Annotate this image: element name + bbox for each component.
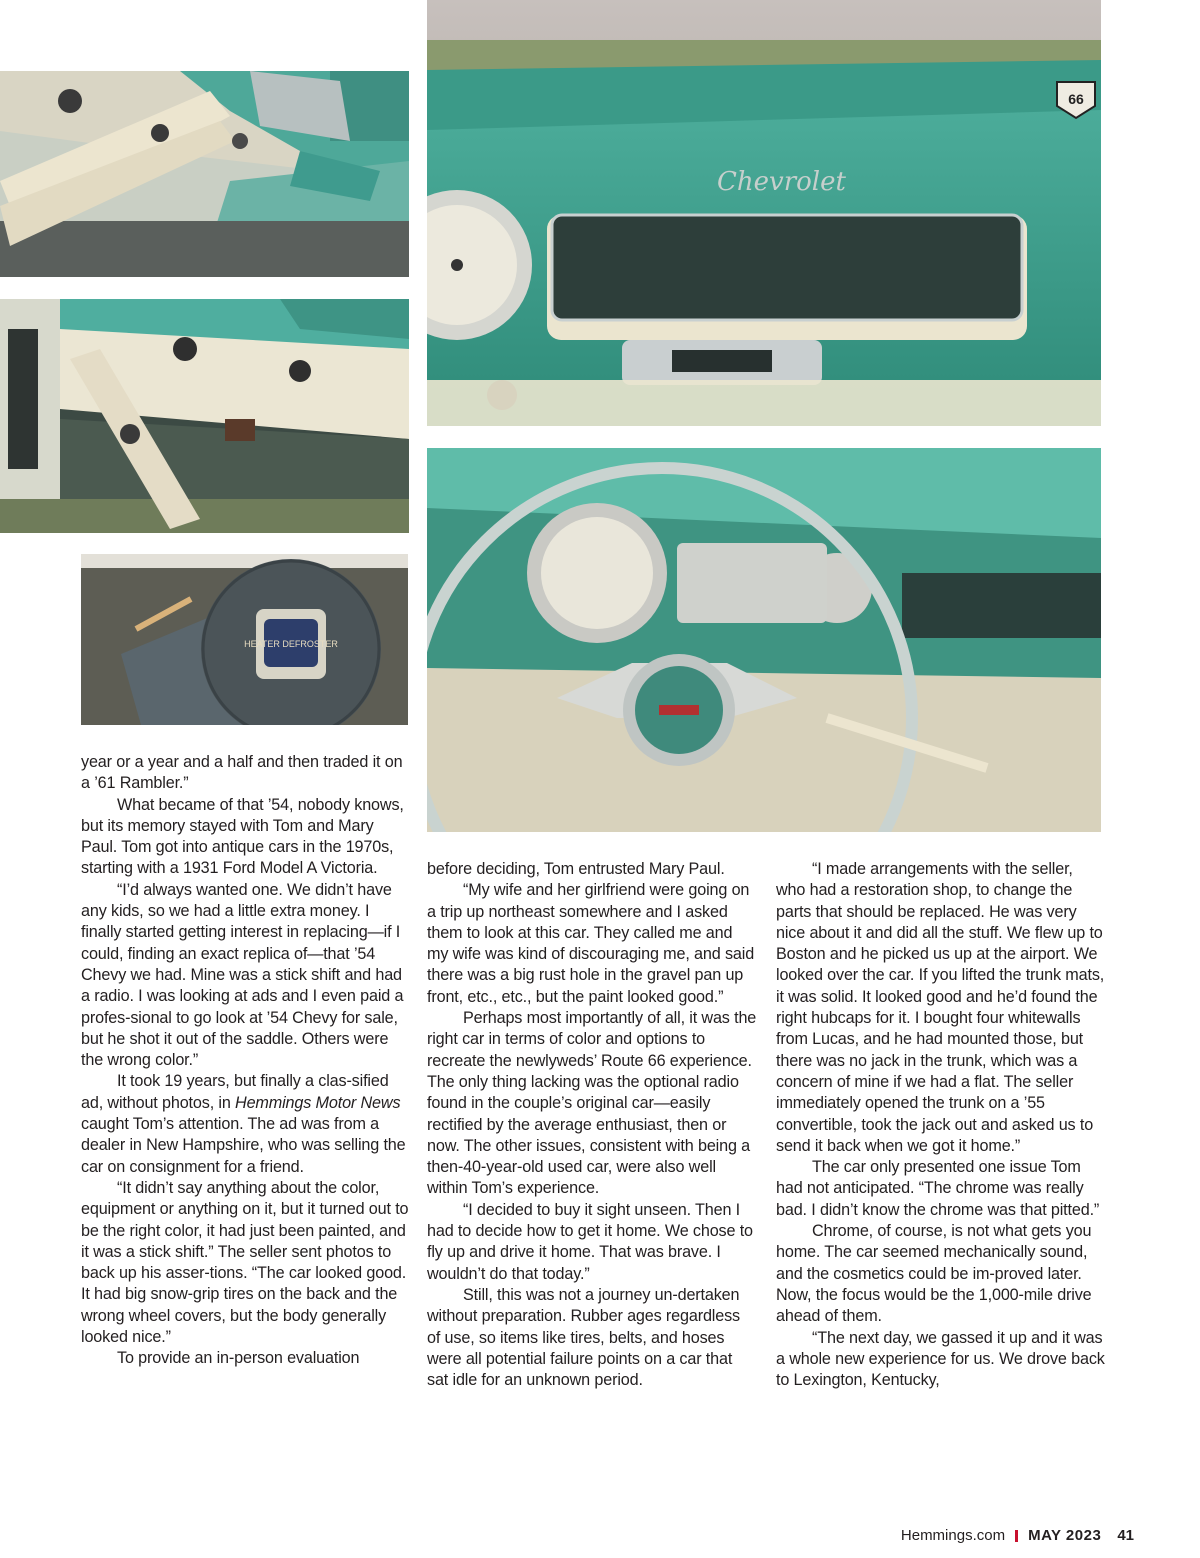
footer-divider (1015, 1530, 1018, 1542)
paragraph: What became of that ’54, nobody knows, but its memory stayed with Tom and Mary Paul. Tom got into antique cars in the 1970s, starting with a 1931 Ford Model A Victoria. (81, 795, 404, 878)
paragraph: Perhaps most importantly of all, it was the right car in terms of color and options to recreate the newlyweds’ Route 66 experience. The only thing lacking was the optional radio found in the couple’s original car—easily rectified by the average enthusiast, then or now. The other issues, consistent with being a then-40-year-old used car, were also well within Tom’s experience. (427, 1009, 757, 1198)
photo-dashboard-wide (427, 0, 1101, 426)
svg-text:66: 66 (1068, 91, 1084, 107)
issue-date: MAY 2023 (1028, 1527, 1102, 1544)
paragraph: “The next day, we gassed it up and it was a whole new experience for us. We drove back to Lexington, Kentucky, (776, 1328, 1105, 1390)
photo-under-dash-middle (0, 299, 409, 533)
paragraph: “It didn’t say anything about the color, equipment or anything on it, but it turned out to be the right color, it had just been painted, and it was a stick shift.” The seller sent photos to back up his asser-tions. “The car looked good. It had big snow-grip tires on the back and the wrong wheel covers, but the body generally looked nice.” (81, 1178, 409, 1347)
paragraph: Still, this was not a journey un-dertaken without preparation. Rubber ages regardless of use, so items like tires, belts, and hoses were all potential failure points on a car that sat idle for an unknown period. (427, 1285, 740, 1390)
article-column-2 (427, 859, 757, 1391)
text-span: It took 19 years, but finally a clas-sified ad, without photos, in (81, 1072, 389, 1112)
site-name: Hemmings.com (900, 1527, 1006, 1544)
paragraph: “I’d always wanted one. We didn’t have any kids, so we had a little extra money. I finally started getting interest in replacing—if I could, finding an exact replica of—that ’54 Chevy we had. Mine was a stick shift and had a radio. I was looking at ads and I even paid a profes-sional to go look at ’54 Chevy for sale, but he shot it out of the saddle. Others were the wrong color.” (81, 880, 404, 1070)
paragraph: To provide an in-person evaluation (117, 1349, 360, 1368)
article-column-1 (81, 752, 411, 1370)
paragraph: before deciding, Tom entrusted Mary Paul. (427, 860, 725, 878)
page-footer (901, 1527, 1134, 1544)
paragraph: “I made arrangements with the seller, who had a restoration shop, to change the parts that should be replaced. He was very nice about it and did all the stuff. We flew up to Boston and he picked us up at the airport. We looked over the car. If you lifted the trunk mats, it was solid. It looked good and he’d found the right hubcaps for it. I bought four whitewalls from Lucas, and he had mounted those, but there was no jack in the trunk, which was a concern of mine if we had a flat. The seller immediately opened the trunk on a ’55 convertible, took the jack out and asked us to send it back when we got it home.” (776, 860, 1105, 1155)
paragraph: year or a year and a half and then traded it on a ’61 Rambler.” (81, 753, 403, 793)
heater-badge-text: HEATER DEFROSTER (244, 639, 338, 649)
text-span: caught Tom’s attention. The ad was from a dealer in New Hampshire, who was selling the car on consignment for a friend. (81, 1115, 406, 1176)
paragraph: Chrome, of course, is not what gets you home. The car seemed mechanically sound, and the cosmetics could be im-proved later. Now, the focus would be the 1,000-mile drive ahead of them. (776, 1222, 1092, 1326)
paragraph: “My wife and her girlfriend were going on a trip up northeast somewhere and I asked them to look at this car. They called me and my wife was kind of discouraging me, and said there was a big rust hole in the gravel pan up front, etc., etc., but the paint looked good.” (427, 881, 755, 1006)
paragraph: The car only presented one issue Tom had not anticipated. “The chrome was really bad. I didn’t know the chrome was that pitted.” (776, 1158, 1100, 1219)
paragraph (81, 1071, 411, 1177)
article-column-3 (776, 859, 1106, 1391)
page-number: 41 (1117, 1527, 1134, 1544)
dash-script-emblem: Chevrolet (717, 167, 846, 197)
photo-steering-wheel (427, 448, 1101, 832)
publication-title: Hemmings Motor News (235, 1093, 401, 1112)
photo-heater-defroster (81, 554, 408, 725)
dash-grille (552, 215, 1022, 320)
photo-under-dash-top (0, 71, 409, 277)
paragraph: “I decided to buy it sight unseen. Then I had to decide how to get it home. We chose to fly up and drive it home. That was brave. I wouldn’t do that today.” (427, 1200, 753, 1283)
